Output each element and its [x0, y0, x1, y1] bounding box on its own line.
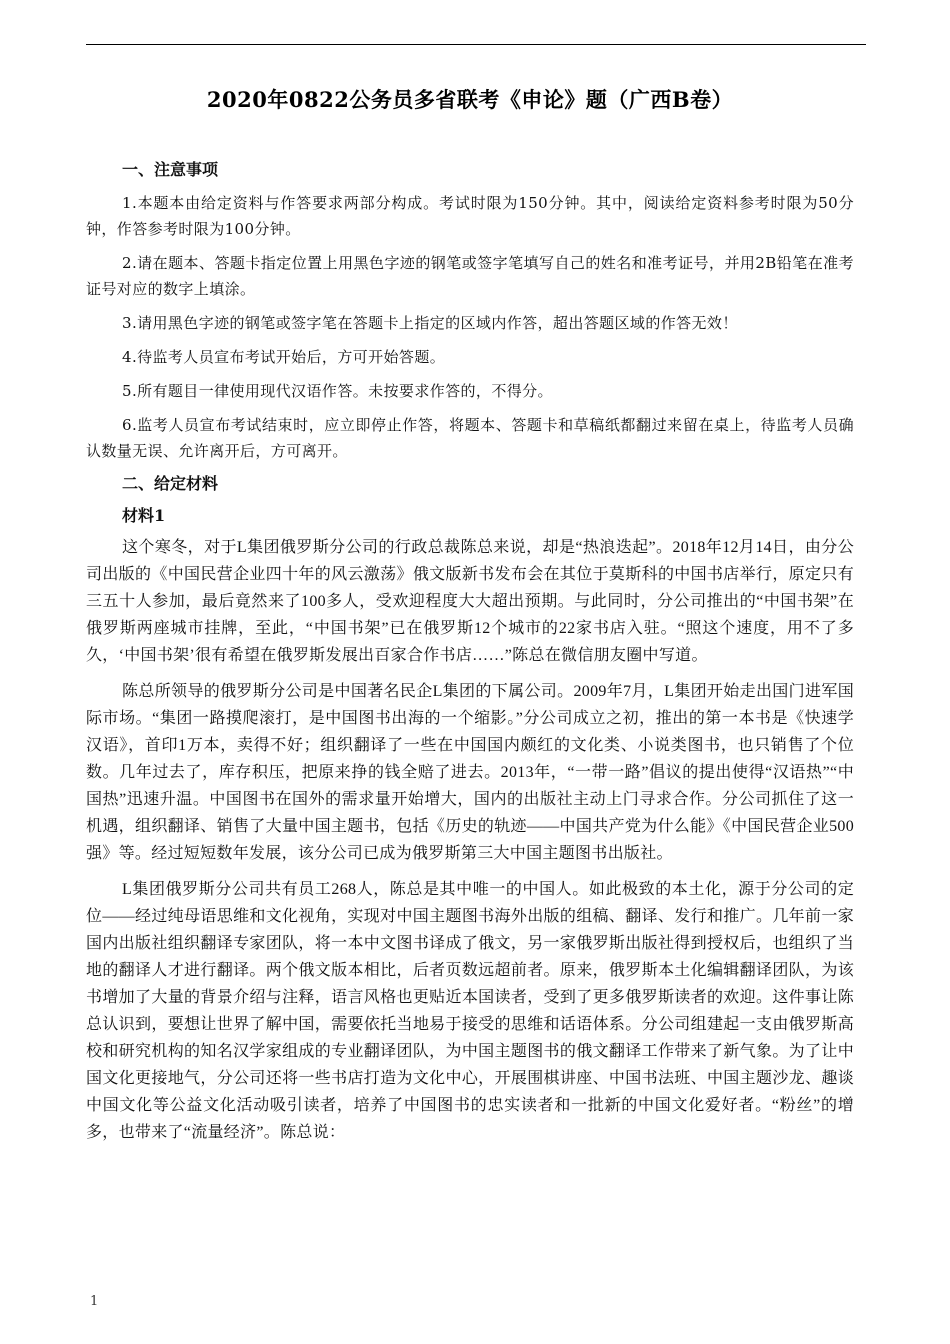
page-number: 1 — [90, 1294, 99, 1309]
material-1-heading: 材料1 — [122, 506, 166, 525]
section-heading-notes: 一、注意事项 — [122, 160, 219, 179]
document-page — [86, 84, 854, 1155]
header-rule — [86, 44, 866, 45]
material-paragraph-2: 陈总所领导的俄罗斯分公司是中国著名民企L集团的下属公司。2009年7月，L集团开始走出国门进军国际市场。“集团一路摸爬滚打，是中国图书出海的一个缩影。”分公司成立之初，推出的第一本书是《快速学汉语》，首印1万本，卖得不好；组织翻译了一些在中国国内颇红的文化类、小说类图书，也只销售了个位数。几年过去了，库存积压，把原来挣的钱全赔了进去。2013年，“一带一路”倡议的提出使得“汉语热”“中国热”迅速升温。中国图书在国外的需求量开始增大，国内的出版社主动上门寻求合作。分公司抓住了这一机遇，组织翻译、销售了大量中国主题书，包括《历史的轨迹——中国共产党为什么能》《中国民营企业500强》等。经过短短数年发展，该分公司已成为俄罗斯第三大中国主题图书出版社。 — [86, 683, 854, 862]
note-item-4: 4.待监考人员宣布考试开始后，方可开始答题。 — [122, 348, 446, 366]
note-item-1: 1.本题本由给定资料与作答要求两部分构成。考试时限为150分钟。其中，阅读给定资料参考时限为50分钟，作答参考时限为100分钟。 — [86, 194, 854, 238]
note-item-6: 6.监考人员宣布考试结束时，应立即停止作答，将题本、答题卡和草稿纸都翻过来留在桌上，待监考人员确认数量无误、允许离开后，方可离开。 — [86, 416, 854, 460]
section-heading-materials: 二、给定材料 — [122, 474, 219, 493]
material-paragraph-1: 这个寒冬，对于L集团俄罗斯分公司的行政总裁陈总来说，却是“热浪迭起”。2018年12月14日，由分公司出版的《中国民营企业四十年的风云激荡》俄文版新书发布会在其位于莫斯科的中国书店举行，原定只有三五十人参加，最后竟然来了100多人，受欢迎程度大大超出预期。与此同时，分公司推出的“中国书架”在俄罗斯两座城市挂牌，至此，“中国书架”已在俄罗斯12个城市的22家书店入驻。“照这个速度，用不了多久，‘中国书架’很有希望在俄罗斯发展出百家合作书店……”陈总在微信朋友圈中写道。 — [86, 539, 854, 664]
material-paragraph-3: L集团俄罗斯分公司共有员工268人，陈总是其中唯一的中国人。如此极致的本土化，源于分公司的定位——经过纯母语思维和文化视角，实现对中国主题图书海外出版的组稿、翻译、发行和推广。几年前一家国内出版社组织翻译专家团队，将一本中文图书译成了俄文，另一家俄罗斯出版社得到授权后，也组织了当地的翻译人才进行翻译。两个俄文版本相比，后者页数远超前者。原来，俄罗斯本土化编辑翻译团队，为该书增加了大量的背景介绍与注释，语言风格也更贴近本国读者，受到了更多俄罗斯读者的欢迎。这件事让陈总认识到，要想让世界了解中国，需要依托当地易于接受的思维和话语体系。分公司组建起一支由俄罗斯高校和研究机构的知名汉学家组成的专业翻译团队，为中国主题图书的俄文翻译工作带来了新气象。为了让中国文化更接地气，分公司还将一些书店打造为文化中心，开展围棋讲座、中国书法班、中国主题沙龙、趣谈中国文化等公益文化活动吸引读者，培养了中国图书的忠实读者和一批新的中国文化爱好者。“粉丝”的增多，也带来了“流量经济”。陈总说： — [86, 881, 854, 1141]
note-item-5: 5.所有题目一律使用现代汉语作答。未按要求作答的，不得分。 — [122, 382, 553, 400]
note-item-2: 2.请在题本、答题卡指定位置上用黑色字迹的钢笔或签字笔填写自己的姓名和准考证号，并用2B铅笔在准考证号对应的数字上填涂。 — [86, 254, 854, 298]
page-title: 2020年0822公务员多省联考《申论》题（广西B卷） — [206, 87, 734, 112]
note-item-3: 3.请用黑色字迹的钢笔或签字笔在答题卡上指定的区域内作答，超出答题区域的作答无效！ — [122, 314, 738, 332]
